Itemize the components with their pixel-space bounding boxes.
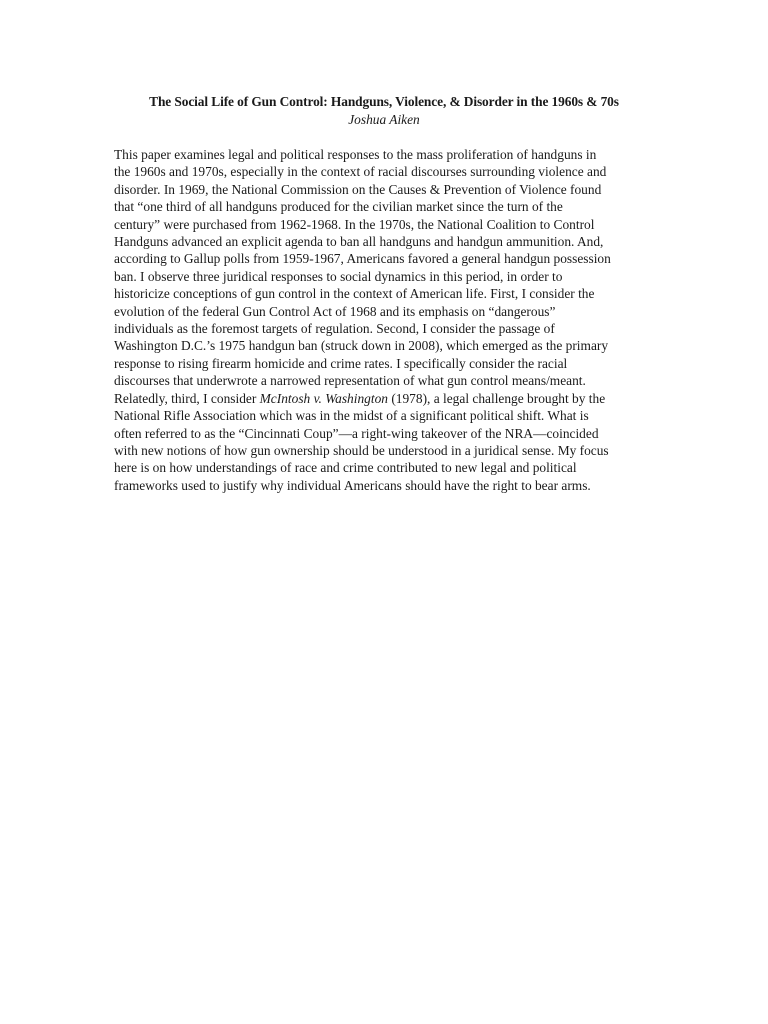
abstract-line: Washington D.C.’s 1975 handgun ban (struck down in 2008), which emerged as the primary [114,338,609,354]
abstract-line: evolution of the federal Gun Control Act of 1968 and its emphasis on “dangerous” [114,303,556,319]
abstract-line: that “one third of all handguns produced for the civilian market since the turn of the [114,199,563,215]
abstract-line: individuals as the foremost targets of regulation. Second, I consider the passage of [114,321,555,337]
abstract-line: often referred to as the “Cincinnati Coup”—a right-wing takeover of the NRA—coincided [114,425,599,441]
abstract-line: the 1960s and 1970s, especially in the context of racial discourses surrounding violence and [114,164,607,180]
abstract-line: here is on how understandings of race and crime contributed to new legal and political [114,460,577,476]
abstract-line: frameworks used to justify why individual Americans should have the right to bear arms. [114,477,591,493]
abstract-line: historicize conceptions of gun control in the context of American life. First, I consider the [114,286,595,302]
case-name: McIntosh v. Washington [259,390,388,406]
abstract-line-case-citation [114,390,654,407]
paper-author: Joshua Aiken [348,112,420,127]
abstract-line: with new notions of how gun ownership should be understood in a juridical sense. My focus [114,442,609,458]
abstract-line: ban. I observe three juridical responses to social dynamics in this period, in order to [114,268,563,284]
abstract-line: National Rifle Association which was in the midst of a significant political shift. What is [114,408,589,424]
abstract-line-text: Relatedly, third, I consider [114,390,260,406]
abstract-line: discourses that underwrote a narrowed representation of what gun control means/meant. [114,373,586,389]
abstract-line: Handguns advanced an explicit agenda to ban all handguns and handgun ammunition. And, [114,234,604,250]
abstract-line-text: (1978), a legal challenge brought by the [387,390,606,406]
abstract-line: century” were purchased from 1962-1968. In the 1970s, the National Coalition to Control [114,216,595,232]
abstract-line: response to rising firearm homicide and crime rates. I specifically consider the racial [114,355,568,371]
abstract-line: This paper examines legal and political responses to the mass proliferation of handguns in [114,147,597,162]
paper-title: The Social Life of Gun Control: Handguns, Violence, & Disorder in the 1960s & 70s [149,94,619,109]
abstract-paragraph [114,146,654,494]
abstract-line: according to Gallup polls from 1959-1967, Americans favored a general handgun possession [114,251,611,267]
abstract-line: disorder. In 1969, the National Commission on the Causes & Prevention of Violence found [114,181,602,197]
